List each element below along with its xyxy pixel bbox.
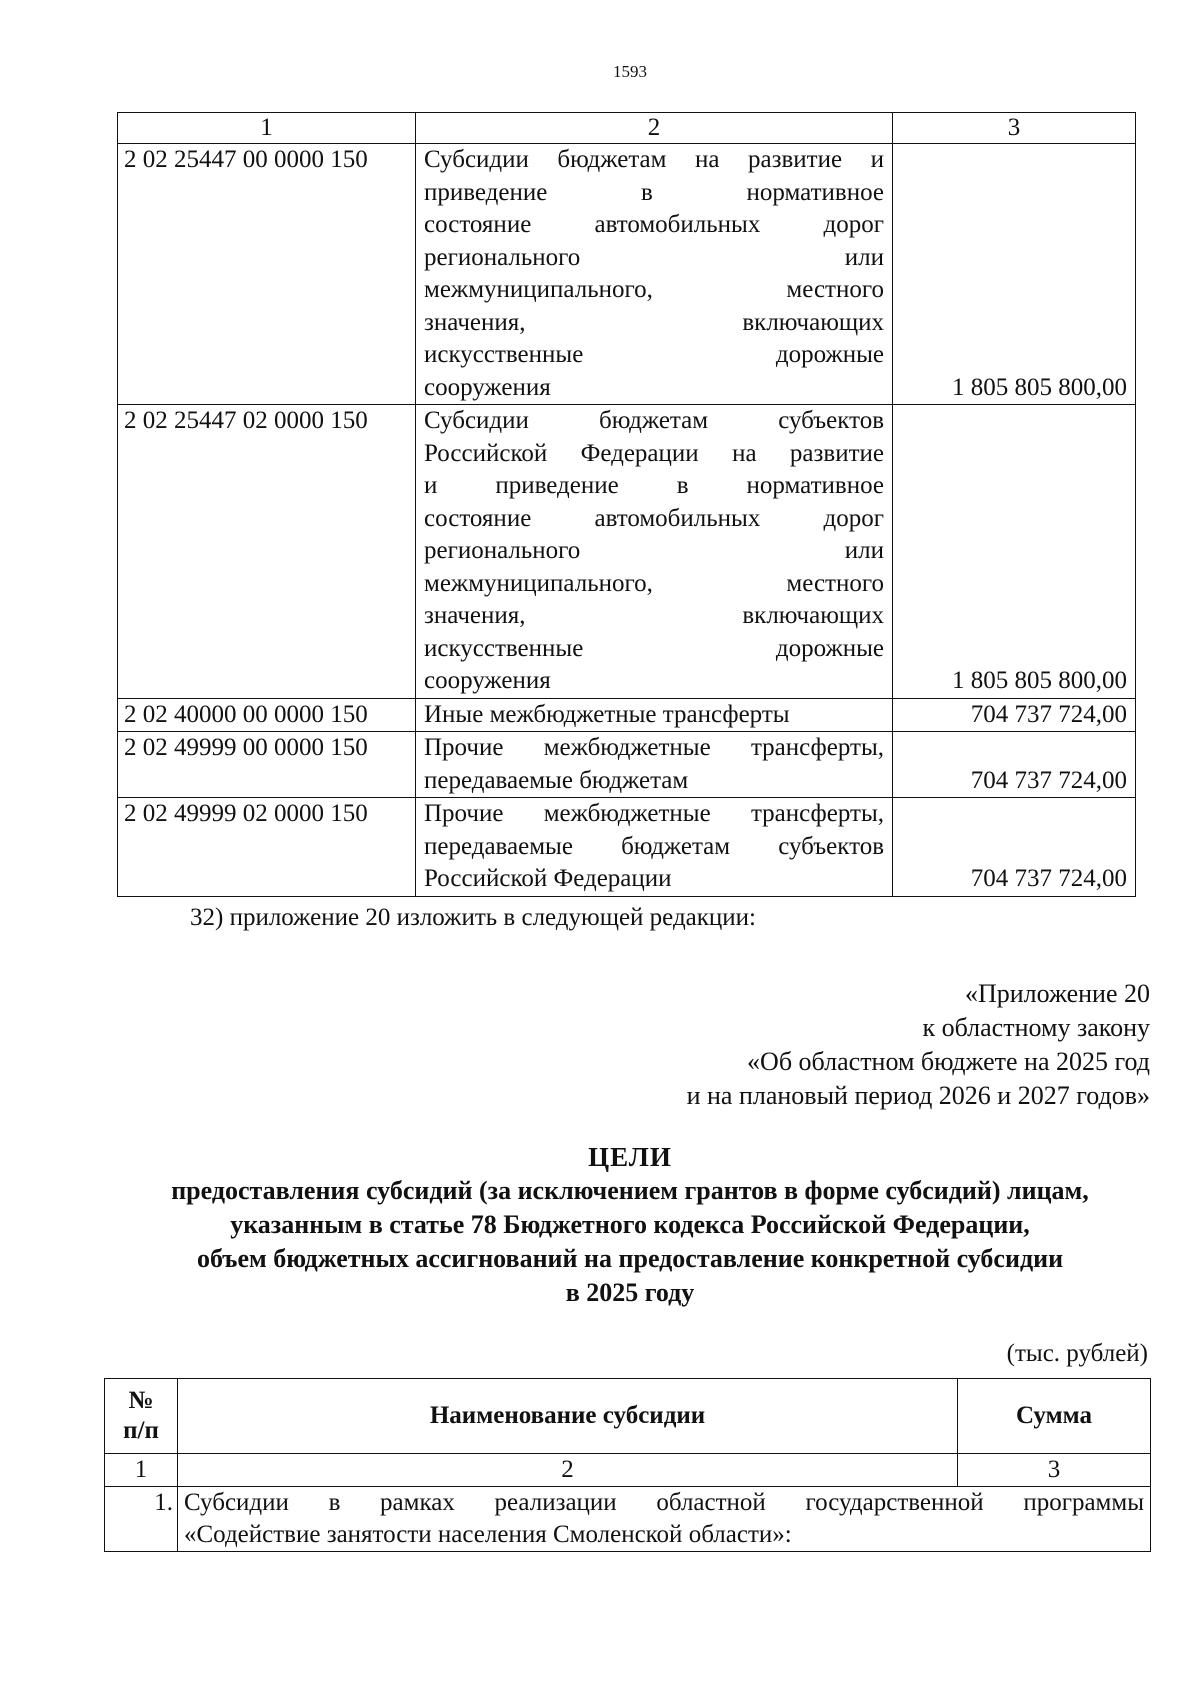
revenue-name-line: межмуниципального, местного	[424, 569, 884, 597]
subsidy-name-line: «Содействие занятости населения Смоленской области»:	[184, 1521, 792, 1548]
header-number	[105, 1379, 178, 1454]
subsidy-table	[104, 1378, 1151, 1552]
column-number-2: 2	[178, 1454, 958, 1487]
revenue-name-line: Иные межбюджетные трансферты	[424, 700, 790, 728]
revenue-name-line: передаваемые бюджетам	[424, 766, 689, 794]
title-main: ЦЕЛИ	[588, 1142, 672, 1172]
annex-line: «Об областном бюджете на 2025 год	[747, 1047, 1150, 1076]
revenue-amount: 704 737 724,00	[893, 732, 1136, 798]
table-row	[105, 1487, 1151, 1552]
revenue-name-line: Прочие межбюджетные трансферты,	[424, 800, 884, 827]
budget-code: 2 02 25447 02 0000 150	[118, 405, 416, 699]
units-note: (тыс. рублей)	[1006, 1340, 1148, 1367]
column-number-3: 3	[958, 1454, 1151, 1487]
revenue-name	[416, 698, 893, 732]
revenue-name-line: значения, включающих	[424, 308, 884, 336]
column-numbers-row	[105, 1454, 1151, 1487]
revenue-name	[416, 405, 893, 699]
budget-code: 2 02 49999 00 0000 150	[118, 732, 416, 798]
table-row	[118, 144, 1136, 405]
annex-line: к областному закону	[922, 1013, 1150, 1042]
column-number-3: 3	[893, 113, 1136, 144]
subsidy-name	[178, 1487, 1151, 1552]
revenue-name-line: Субсидии бюджетам на развитие и	[424, 146, 884, 173]
header-number-line: №	[128, 1387, 154, 1414]
revenue-amount: 1 805 805 800,00	[893, 144, 1136, 405]
revenue-name-line: искусственные дорожные	[424, 341, 884, 368]
budget-code: 2 02 40000 00 0000 150	[118, 698, 416, 732]
document-title	[100, 1140, 1160, 1310]
annex-line: «Приложение 20	[964, 979, 1150, 1008]
revenue-name-line: регионального или	[424, 243, 884, 271]
table-row	[118, 732, 1136, 798]
revenue-name-line: сооружения	[424, 667, 551, 694]
revenue-name-line: сооружения	[424, 373, 551, 401]
revenue-name-line: межмуниципального, местного	[424, 276, 884, 303]
revenue-name-line: Субсидии бюджетам субъектов	[424, 407, 884, 434]
row-number: 1.	[105, 1487, 178, 1552]
revenue-name-line: Прочие межбюджетные трансферты,	[424, 734, 884, 761]
revenue-name	[416, 732, 893, 798]
revenue-name-line: регионального или	[424, 537, 884, 564]
title-line: предоставления субсидий (за исключением грантов в форме субсидий) лицам,	[171, 1176, 1089, 1205]
revenue-amount: 1 805 805 800,00	[893, 405, 1136, 699]
header-sum: Сумма	[958, 1379, 1151, 1454]
table-header-row	[105, 1379, 1151, 1454]
revenue-table	[117, 112, 1136, 897]
column-number-1: 1	[105, 1454, 178, 1487]
header-number-line: п/п	[123, 1417, 159, 1444]
table-row	[118, 405, 1136, 699]
revenue-name-line: Российской Федерации	[424, 865, 672, 892]
revenue-name-line: состояние автомобильных дорог	[424, 504, 884, 532]
annex-reference	[687, 977, 1150, 1113]
revenue-amount: 704 737 724,00	[893, 698, 1136, 732]
revenue-amount: 704 737 724,00	[893, 798, 1136, 897]
revenue-name-line: значения, включающих	[424, 602, 884, 629]
subsidy-name-line: Субсидии в рамках реализации областной государственной программы	[184, 1489, 1144, 1516]
page-number: 1593	[613, 62, 647, 81]
revenue-name-line: приведение в нормативное	[424, 178, 884, 206]
table-header-row	[118, 113, 1136, 144]
revenue-name-line: состояние автомобильных дорог	[424, 211, 884, 238]
table-row	[118, 698, 1136, 732]
title-line: в 2025 году	[565, 1278, 695, 1307]
title-line: объем бюджетных ассигнований на предоставление конкретной субсидии	[196, 1244, 1064, 1273]
revenue-name-line: и приведение в нормативное	[424, 472, 884, 499]
revenue-name	[416, 798, 893, 897]
annex-line: и на плановый период 2026 и 2027 годов»	[686, 1081, 1150, 1110]
column-number-1: 1	[118, 113, 416, 144]
header-subsidy-name: Наименование субсидии	[178, 1379, 958, 1454]
budget-code: 2 02 25447 00 0000 150	[118, 144, 416, 405]
budget-code: 2 02 49999 02 0000 150	[118, 798, 416, 897]
column-number-2: 2	[416, 113, 893, 144]
revenue-name-line: Российской Федерации на развитие	[424, 439, 884, 467]
table-row	[118, 798, 1136, 897]
amendment-clause: 32) приложение 20 изложить в следующей редакции:	[190, 904, 756, 931]
revenue-name-line: передаваемые бюджетам субъектов	[424, 832, 884, 860]
title-line: указанным в статье 78 Бюджетного кодекса Российской Федерации,	[230, 1210, 1030, 1239]
revenue-name	[416, 144, 893, 405]
revenue-name-line: искусственные дорожные	[424, 634, 884, 662]
